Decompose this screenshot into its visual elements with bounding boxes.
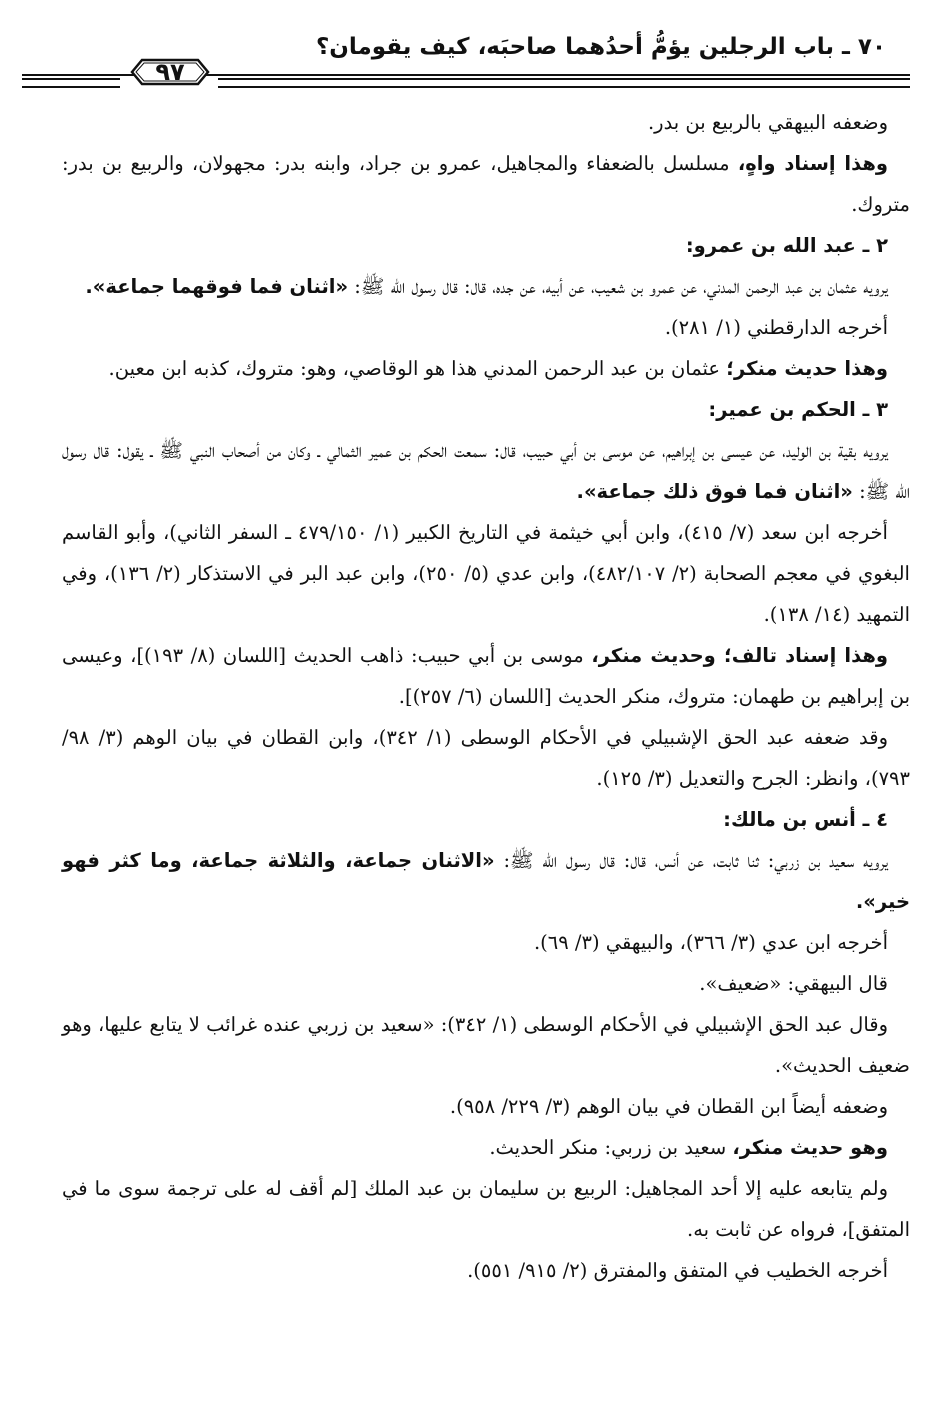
body-text: أخرجه ابن سعد (٧/ ٤١٥)، وابن أبي خيثمة في التاريخ الكبير (١/ ٤٧٩/١٥٠ ـ السفر الثاني)، وأبو القاسم البغوي في معجم الصحابة (٢/ ٤٨٢/١٠٧)، وابن عدي (٥/ ٢٥٠)، وابن عبد البر في الاستذكار (٢/ ١٣٦)، وفي التمهيد (١٤/ ١٣٨). bbox=[62, 521, 910, 626]
paragraph bbox=[62, 512, 910, 635]
paragraph bbox=[62, 635, 910, 717]
bold-text: «الاثنان جماعة، والثلاثة جماعة، وما كثر فهو خير». bbox=[62, 849, 910, 913]
paragraph bbox=[62, 799, 910, 840]
header-rule-right-a bbox=[218, 78, 910, 80]
body-text: وقد ضعفه عبد الحق الإشبيلي في الأحكام الوسطى (١/ ٣٤٢)، وابن القطان في بيان الوهم (٣/ ٩٨/ ٧٩٣)، وانظر: الجرح والتعديل (٣/ ١٢٥). bbox=[62, 726, 910, 790]
body-text: وضعفه البيهقي بالربيع بن بدر. bbox=[647, 111, 888, 134]
bold-text: ٢ ـ عبد الله بن عمرو: bbox=[685, 234, 888, 257]
paragraph bbox=[62, 102, 910, 143]
body-text: ولم يتابعه عليه إلا أحد المجاهيل: الربيع بن سليمان بن عبد الملك [لم أقف له على ترجمة سوى ما في المتفق]، فرواه عن ثابت به. bbox=[62, 1177, 910, 1241]
header-rule-right-b bbox=[218, 86, 910, 88]
paragraph bbox=[62, 348, 910, 389]
paragraph bbox=[62, 389, 910, 430]
page-number-badge bbox=[122, 54, 218, 90]
page-body bbox=[62, 102, 910, 1291]
paragraph bbox=[62, 430, 910, 512]
paragraph bbox=[62, 963, 910, 1004]
bold-text: «اثنان فما فوقهما جماعة». bbox=[85, 275, 349, 298]
paragraph bbox=[62, 1127, 910, 1168]
body-text: موسى بن أبي حبيب: ذاهب الحديث [اللسان (٨/ ١٩٣)]، وعيسى بن إبراهيم بن طهمان: متروك، منكر الحديث [اللسان (٦/ ٢٥٧)]. bbox=[62, 644, 910, 708]
body-text: أخرجه ابن عدي (٣/ ٣٦٦)، والبيهقي (٣/ ٦٩). bbox=[533, 931, 888, 954]
paragraph bbox=[62, 266, 910, 307]
header-rule-left-b bbox=[22, 86, 120, 88]
paragraph bbox=[62, 1004, 910, 1086]
body-text: يرويه عثمان بن عبد الرحمن المدني، عن عمرو بن شعيب، عن أبيه، عن جده، قال: قال رسول الله ﷺ: bbox=[348, 275, 888, 298]
body-text: وضعفه أيضاً ابن القطان في بيان الوهم (٣/ ٢٢٩/ ٩٥٨). bbox=[449, 1095, 888, 1118]
bold-text: وهذا إسناد تالف؛ وحديث منكر، bbox=[591, 644, 888, 667]
paragraph bbox=[62, 225, 910, 266]
paragraph bbox=[62, 922, 910, 963]
bold-text: ٤ ـ أنس بن مالك: bbox=[723, 808, 888, 831]
paragraph bbox=[62, 1250, 910, 1291]
bold-text: وهذا حديث منكر؛ bbox=[726, 357, 888, 380]
bold-text: «اثنان فما فوق ذلك جماعة». bbox=[576, 480, 853, 503]
page-number: ٩٧ bbox=[155, 58, 185, 86]
paragraph bbox=[62, 840, 910, 922]
paragraph bbox=[62, 1086, 910, 1127]
body-text: وقال عبد الحق الإشبيلي في الأحكام الوسطى (١/ ٣٤٢): «سعيد بن زربي عنده غرائب لا يتابع عليها، وهو ضعيف الحديث». bbox=[62, 1013, 910, 1077]
running-title: ٧٠ ـ باب الرجلين يؤمُّ أحدُهما صاحبَه، كيف يقومان؟ bbox=[315, 34, 886, 60]
paragraph bbox=[62, 307, 910, 348]
body-text: عثمان بن عبد الرحمن المدني هذا هو الوقاصي، وهو: متروك، كذبه ابن معين. bbox=[108, 357, 727, 380]
body-text: أخرجه الخطيب في المتفق والمفترق (٢/ ٩١٥/ ٥٥١). bbox=[467, 1259, 888, 1282]
body-text: سعيد بن زربي: منكر الحديث. bbox=[489, 1136, 733, 1159]
page-header bbox=[22, 30, 910, 94]
body-text: أخرجه الدارقطني (١/ ٢٨١). bbox=[664, 316, 888, 339]
bold-text: وهو حديث منكر، bbox=[732, 1136, 888, 1159]
body-text: يرويه سعيد بن زربي: ثنا ثابت، عن أنس، قال: قال رسول الله ﷺ: bbox=[494, 849, 888, 872]
paragraph bbox=[62, 143, 910, 225]
paragraph bbox=[62, 717, 910, 799]
body-text: يرويه بقية بن الوليد، عن عيسى بن إبراهيم، عن موسى بن أبي حبيب، قال: سمعت الحكم بن عمير الثمالي ـ وكان من أصحاب النبي ﷺ ـ يقول: قال رسول الله ﷺ: bbox=[62, 439, 910, 503]
body-text: مسلسل بالضعفاء والمجاهيل، عمرو بن جراد، وابنه بدر: مجهولان، والربيع بن بدر: متروك. bbox=[62, 152, 910, 216]
paragraph bbox=[62, 1168, 910, 1250]
bold-text: ٣ ـ الحكم بن عمير: bbox=[708, 398, 888, 421]
body-text: قال البيهقي: «ضعيف». bbox=[699, 972, 888, 995]
header-rule-left-a bbox=[22, 78, 120, 80]
bold-text: وهذا إسناد واهٍ، bbox=[737, 152, 888, 175]
